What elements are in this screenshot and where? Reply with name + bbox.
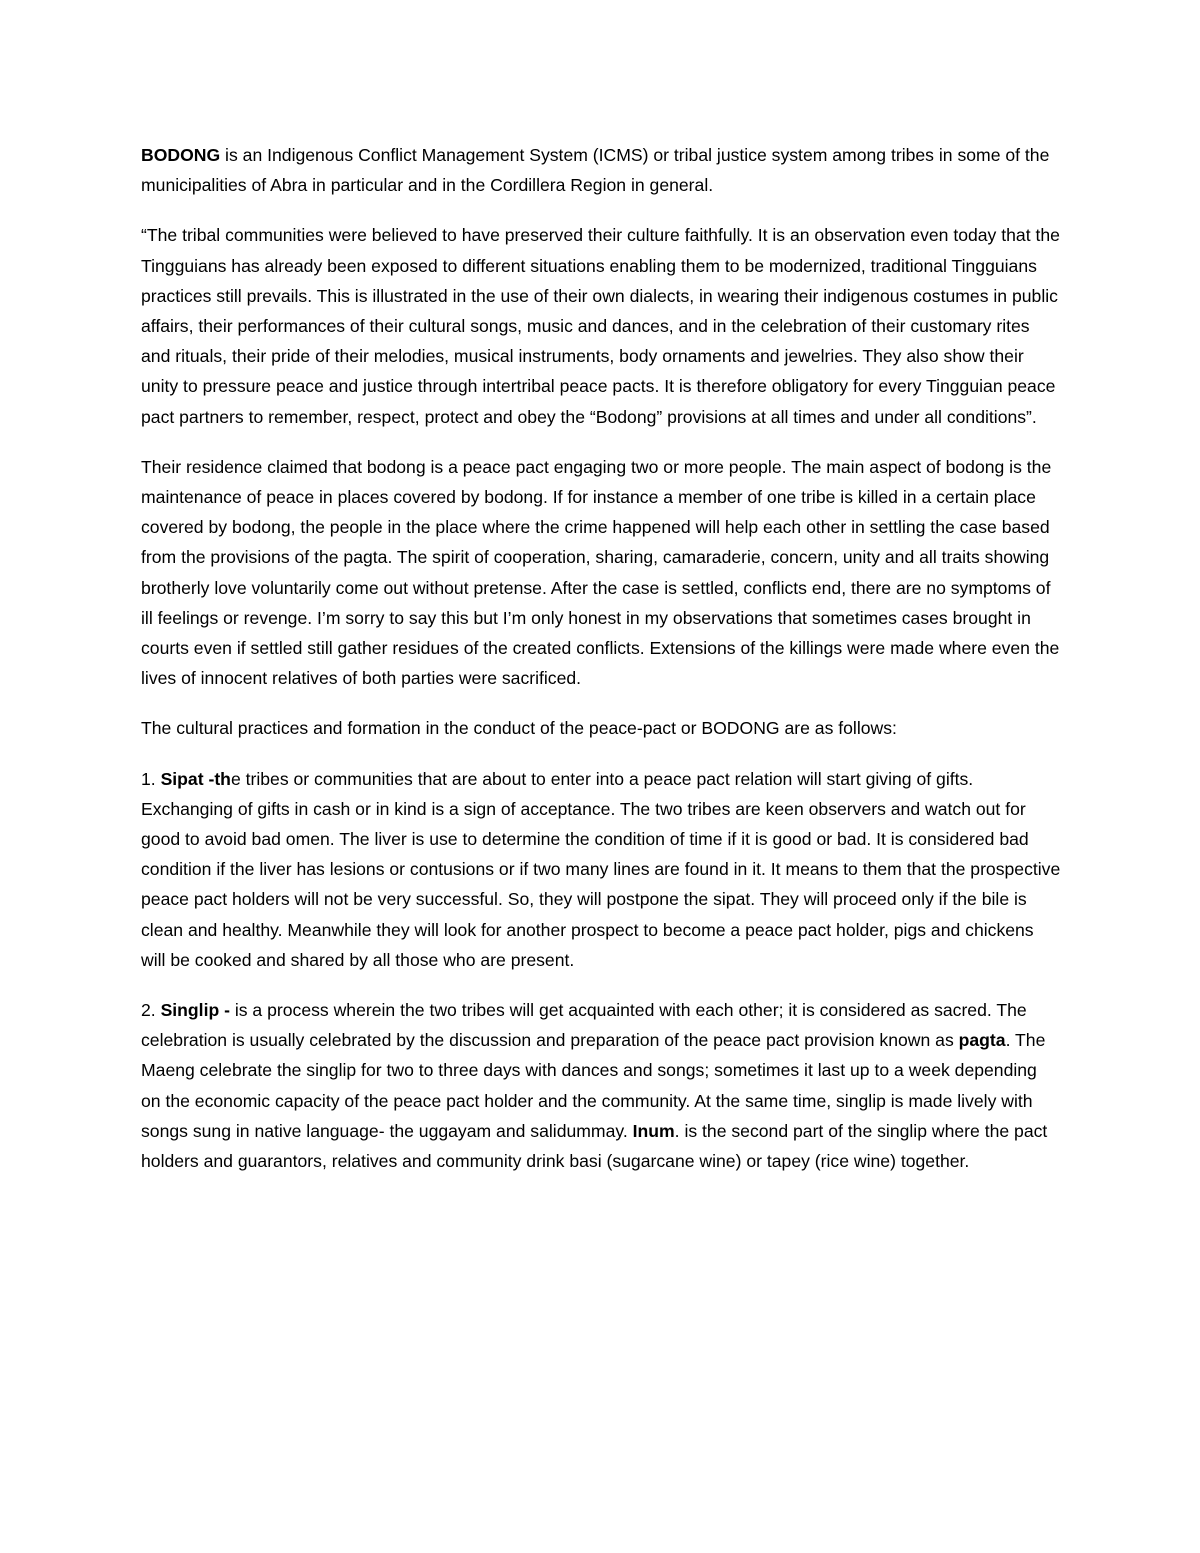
practices-intro-paragraph [141, 713, 1061, 743]
singlip-text-a: is a process wherein the two tribes will get acquainted with each other; it is considered as sacred. The celebration is usually celebrated by the discussion and preparation of the peace pact provision known as [141, 1000, 1027, 1051]
document-body [141, 140, 1061, 1196]
bodong-term: BODONG [141, 145, 221, 165]
singlip-text-b: . The Maeng celebrate the singlip for two to three days with dances and songs; sometimes it last up to a week depending on the economic capacity of the peace pact holder and the community. At the same time, singlip is made lively with songs sung in native language- the uggayam and salidummay. [141, 1030, 1046, 1141]
singlip-number: 2. [141, 1000, 161, 1021]
quote-paragraph [141, 220, 1061, 431]
residence-paragraph [141, 452, 1061, 694]
singlip-paragraph [141, 995, 1061, 1176]
pagta-term: pagta [958, 1030, 1006, 1051]
singlip-text-c: . is the second part of the singlip where the pact holders and guarantors, relatives and community drink basi (sugarcane wine) or tapey (rice wine) together. [141, 1120, 1048, 1172]
residence-text: Their residence claimed that bodong is a peace pact engaging two or more people. The main aspect of bodong is the maintenance of peace in places covered by bodong. If for instance a member of one tribe is killed in a certain place covered by bodong, the people in the place where the crime happened will help each other in settling the case based from the provisions of the pagta. The spirit of cooperation, sharing, camaraderie, concern, unity and all traits showing brotherly love voluntarily come out without pretense. After the case is settled, conflicts end, there are no symptoms of ill feelings or revenge. I’m sorry to say this but I’m only honest in my observations that sometimes cases brought in courts even if settled still gather residues of the created conflicts. Extensions of the killings were made where even the lives of innocent relatives of both parties were sacrificed. [141, 456, 1060, 689]
sipat-term: Sipat -th [160, 768, 231, 789]
sipat-number: 1. [141, 768, 161, 789]
singlip-term: Singlip - [160, 1000, 230, 1021]
intro-text: is an Indigenous Conflict Management System (ICMS) or tribal justice system among tribes in some of the municipalities of Abra in particular and in the Cordillera Region in general. [141, 145, 1050, 196]
sipat-paragraph [141, 764, 1061, 975]
intro-paragraph [141, 140, 1061, 200]
sipat-text: e tribes or communities that are about to enter into a peace pact relation will start giving of gifts. Exchanging of gifts in cash or in kind is a sign of acceptance. The two tribes are keen observers and watch out for good to avoid bad omen. The liver is use to determine the condition of time if it is good or bad. It is considered bad condition if the liver has lesions or contusions or if two many lines are found in it. It means to them that the prospective peace pact holders will not be very successful. So, they will postpone the sipat. They will proceed only if the bile is clean and healthy. Meanwhile they will look for another prospect to become a peace pact holder, pigs and chickens will be cooked and shared by all those who are present. [141, 768, 1061, 970]
practices-intro-text: The cultural practices and formation in the conduct of the peace-pact or BODONG are as follows: [141, 718, 897, 739]
inum-term: Inum [632, 1120, 675, 1141]
quote-text: “The tribal communities were believed to have preserved their culture faithfully. It is an observation even today that the Tingguians has already been exposed to different situations enabling them to be modernized, traditional Tingguians practices still prevails. This is illustrated in the use of their own dialects, in wearing their indigenous costumes in public affairs, their performances of their cultural songs, music and dances, and in the celebration of their customary rites and rituals, their pride of their melodies, musical instruments, body ornaments and jewelries. They also show their unity to pressure peace and justice through intertribal peace pacts. It is therefore obligatory for every Tingguian peace pact partners to remember, respect, protect and obey the “Bodong” provisions at all times and under all conditions”. [141, 225, 1060, 427]
